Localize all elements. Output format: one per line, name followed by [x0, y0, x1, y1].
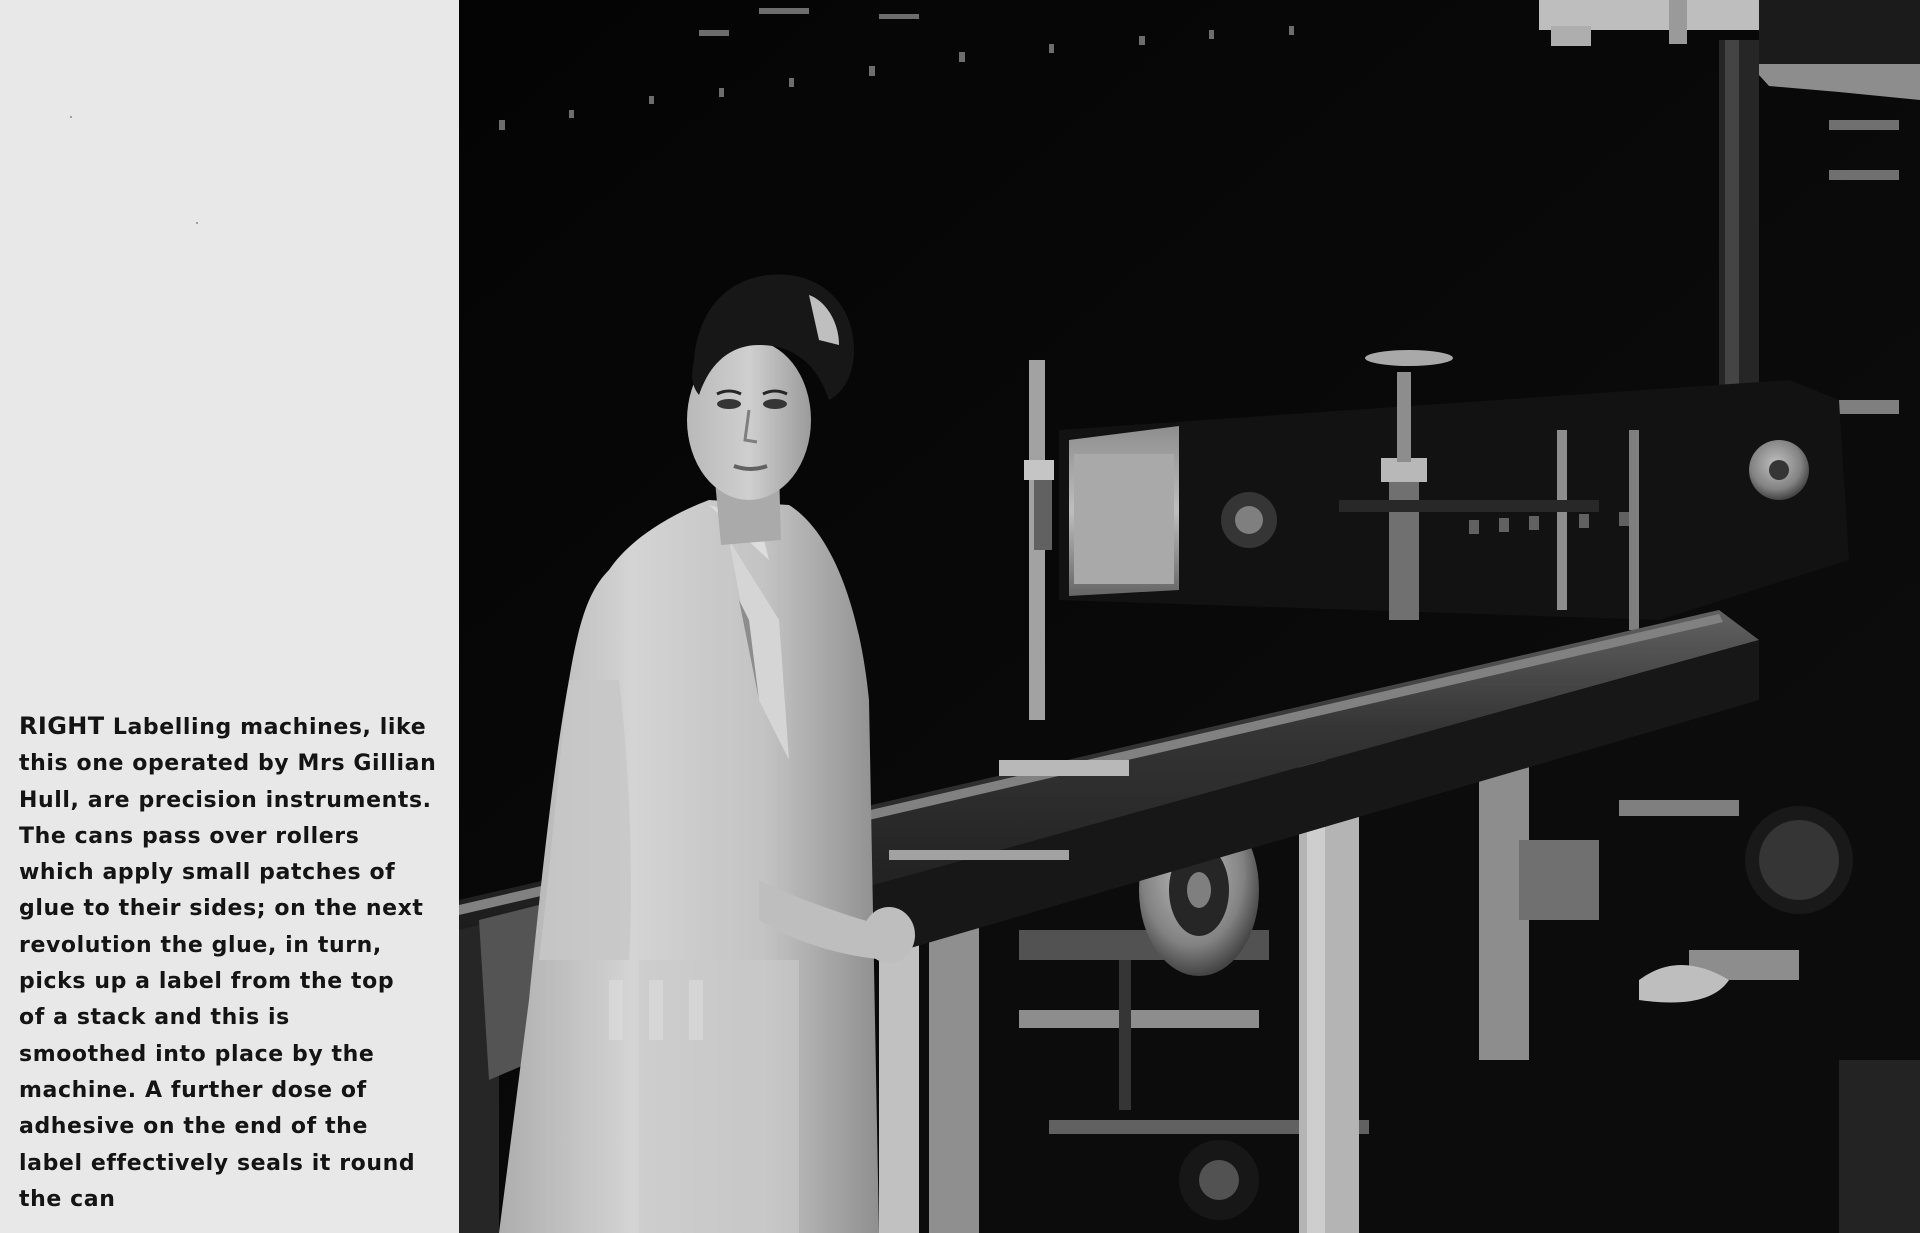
- caption-line-13: label effectively seals it round: [19, 1150, 416, 1176]
- caption-line-11: machine. A further dose of: [19, 1077, 367, 1103]
- photograph-illustration: [459, 0, 1920, 1233]
- paper-speck: [70, 116, 72, 118]
- caption-line-3: Hull, are precision instruments.: [19, 787, 432, 813]
- caption-line-8: picks up a label from the top: [19, 969, 395, 995]
- photo-caption: [19, 708, 449, 1218]
- caption-line-6: glue to their sides; on the next: [19, 896, 424, 922]
- caption-line-4: The cans pass over rollers: [19, 823, 360, 849]
- caption-lead: RIGHT: [19, 712, 105, 740]
- factory-photograph: [459, 0, 1920, 1233]
- caption-line-2: this one operated by Mrs Gillian: [19, 751, 437, 777]
- caption-line-14: the can: [19, 1186, 116, 1212]
- caption-line-7: revolution the glue, in turn,: [19, 932, 382, 958]
- photo-tone-overlay: [459, 0, 1920, 1233]
- caption-line-12: adhesive on the end of the: [19, 1114, 368, 1140]
- caption-line-5: which apply small patches of: [19, 860, 396, 886]
- caption-line-1: RIGHT Labelling machines, like: [19, 712, 427, 740]
- caption-line-10: smoothed into place by the: [19, 1041, 375, 1067]
- caption-line-9: of a stack and this is: [19, 1005, 290, 1031]
- paper-speck: [196, 222, 198, 224]
- caption-column: [0, 0, 459, 1233]
